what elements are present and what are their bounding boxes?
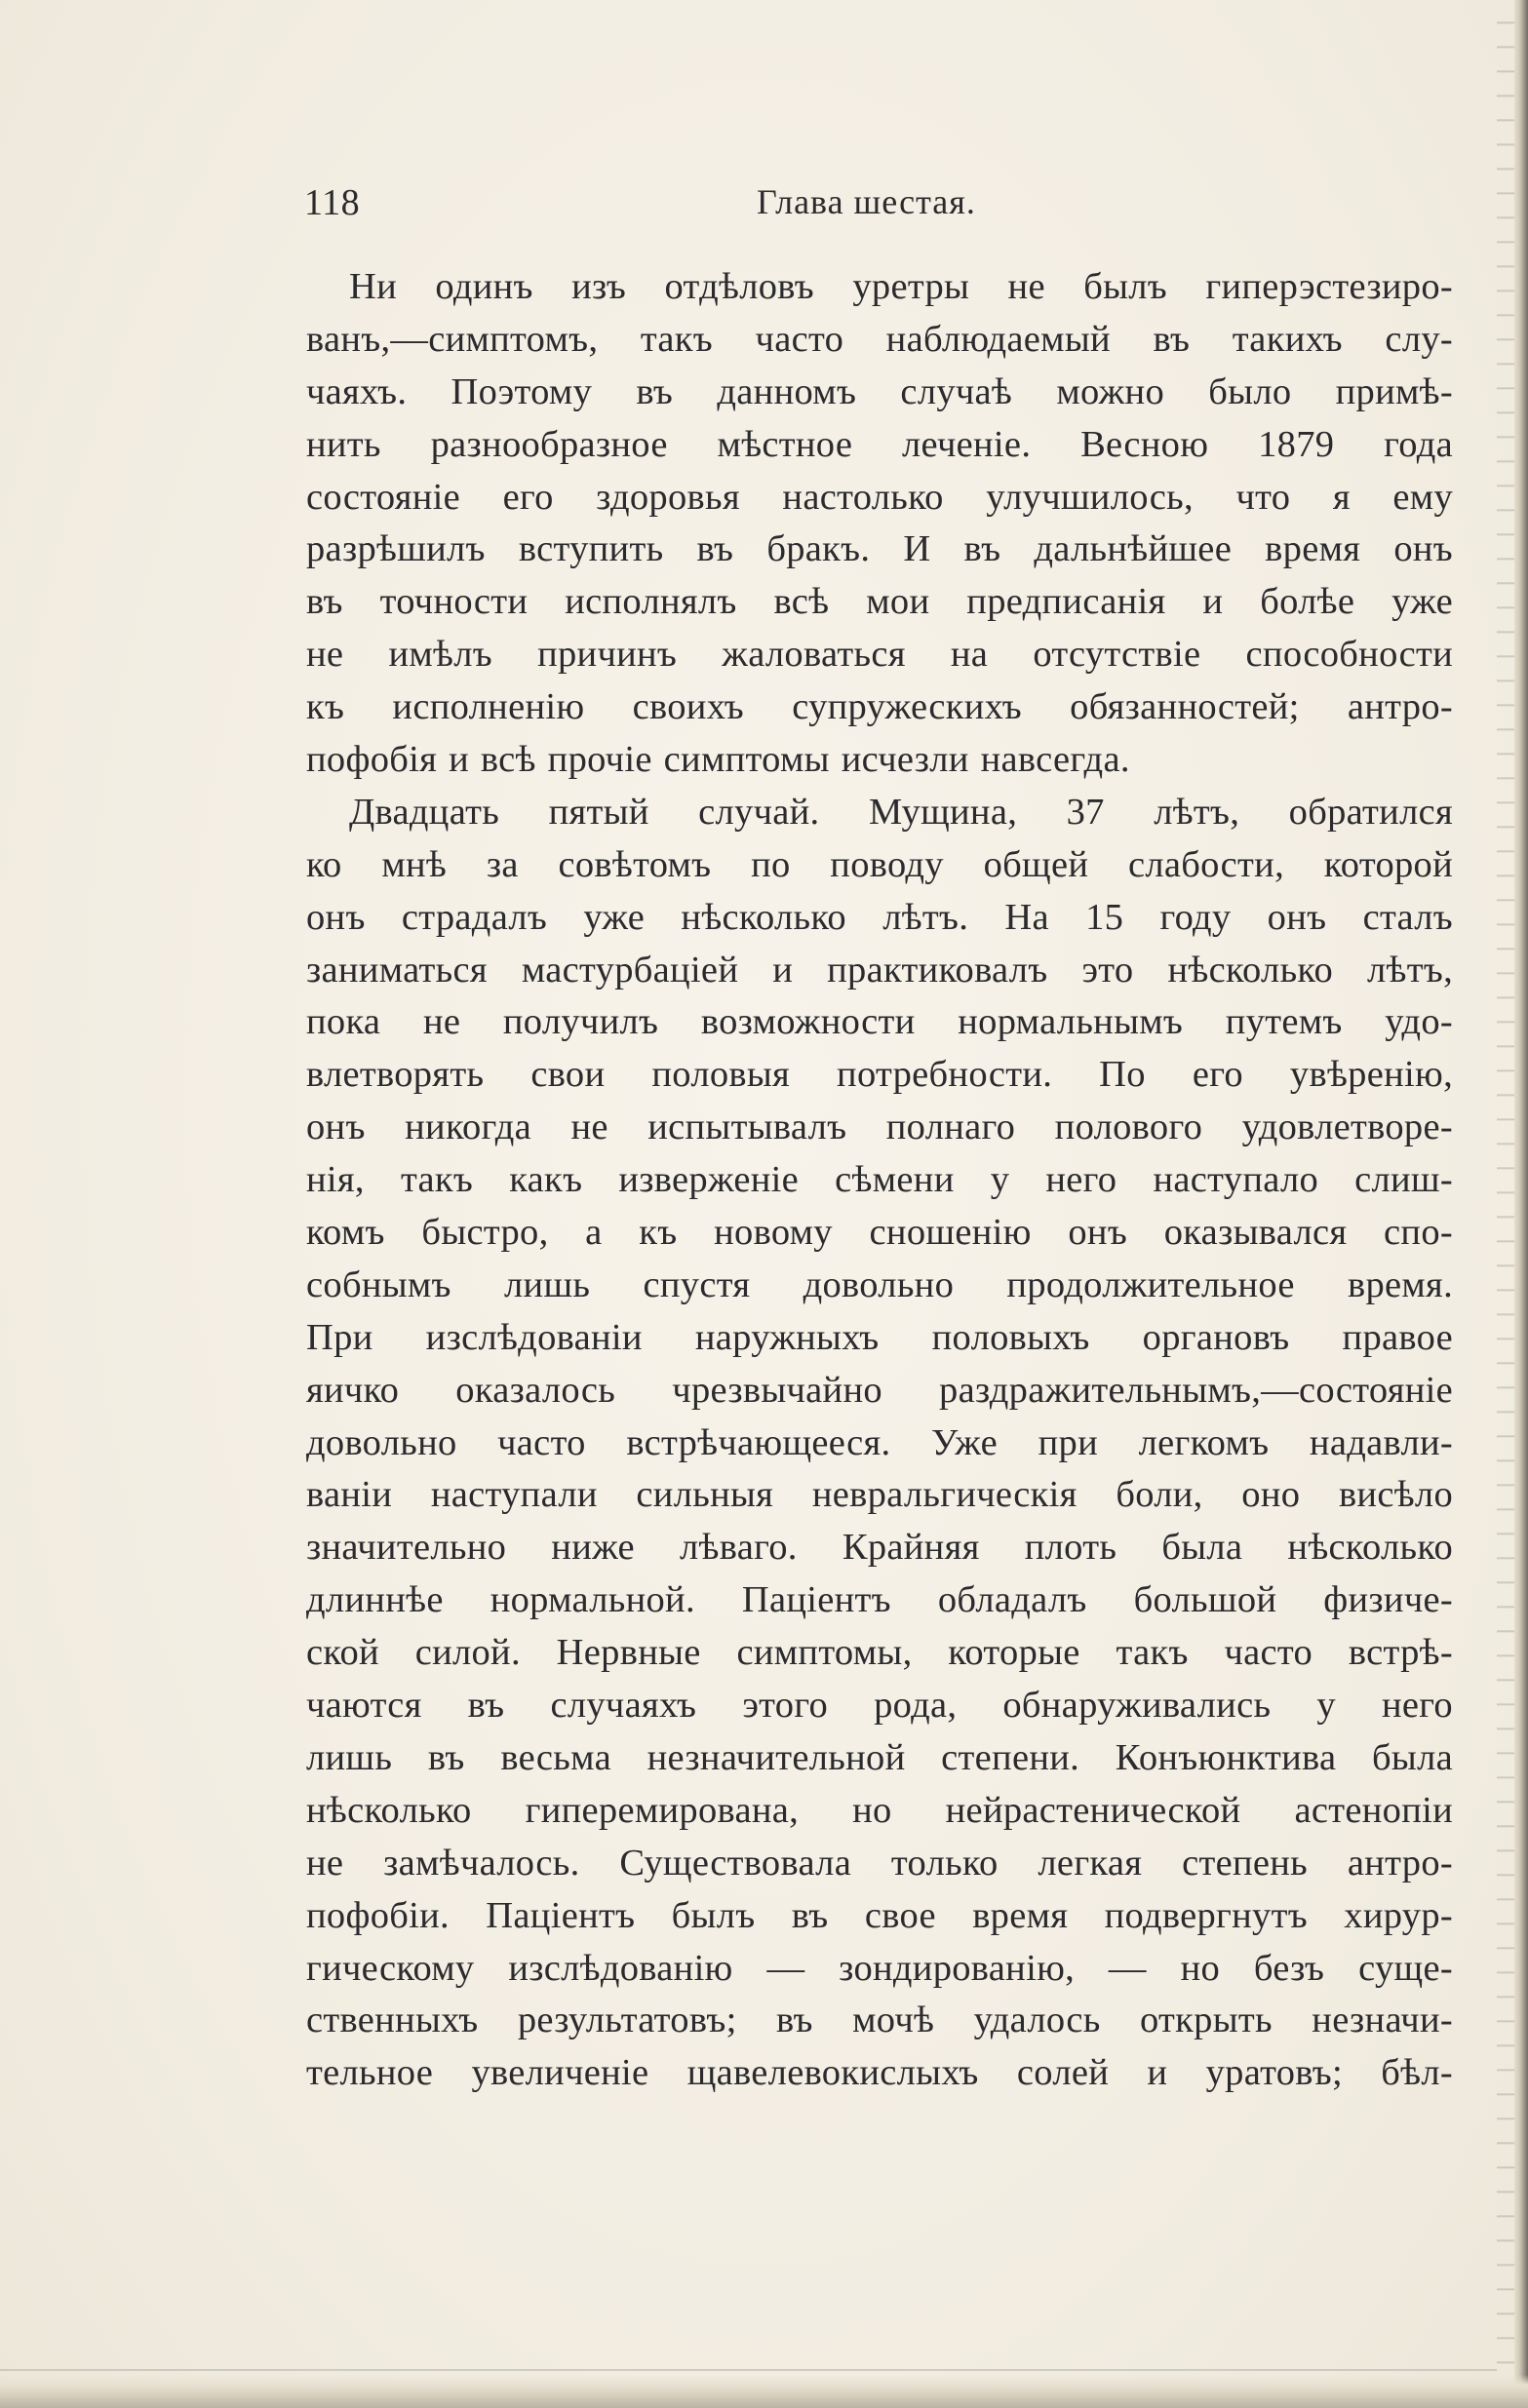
text-line: заниматься мастурбаціей и практиковалъ это нѣсколько лѣтъ,	[306, 949, 1453, 990]
text-line: не имѣлъ причинъ жаловаться на отсутствіе способности	[306, 634, 1453, 676]
bottom-rule	[0, 2369, 1497, 2371]
text-line: ко мнѣ за совѣтомъ по поводу общей слабости, которой	[306, 843, 1453, 885]
page-stack-edge	[1497, 0, 1514, 2408]
text-line: влетворять свои половыя потребности. По его увѣренію,	[306, 1054, 1453, 1096]
text-line: ваніи наступали сильныя невральгическія боли, оно висѣло	[306, 1474, 1453, 1516]
running-head: Глава шестая.	[757, 182, 976, 221]
text-line: нія, такъ какъ изверженіе сѣмени у него наступало слиш-	[306, 1159, 1453, 1201]
text-line: пофобіи. Паціентъ былъ въ свое время подвергнутъ хирур-	[306, 1894, 1453, 1936]
text-line: гическому изслѣдованію — зондированію, — но безъ суще-	[306, 1947, 1453, 1989]
text-line: пока не получилъ возможности нормальнымъ путемъ удо-	[306, 1001, 1453, 1043]
text-line: ственныхъ результатовъ; въ мочѣ удалось открыть незначи-	[306, 2000, 1453, 2041]
text-line: длиннѣе нормальной. Паціентъ обладалъ большой физиче-	[306, 1579, 1453, 1621]
page-header	[304, 181, 1455, 230]
text-line: чаются въ случаяхъ этого рода, обнаруживались у него	[306, 1685, 1453, 1727]
text-line: разрѣшилъ вступить въ бракъ. И въ дальнѣйшее время онъ	[306, 528, 1453, 570]
text-line: тельное увеличеніе щавелевокислыхъ солей и уратовъ; бѣл-	[306, 2052, 1453, 2094]
text-line: пофобія и всѣ прочіе симптомы исчезли навсегда.	[306, 739, 1130, 781]
text-line: значительно ниже лѣваго. Крайняя плоть была нѣсколько	[306, 1527, 1453, 1569]
text-line: Ни одинъ изъ отдѣловъ уретры не былъ гиперэстезиро-	[349, 266, 1453, 307]
text-line: къ исполненію своихъ супружескихъ обязанностей; антро-	[306, 686, 1453, 728]
text-line: Двадцать пятый случай. Мущина, 37 лѣтъ, обратился	[349, 791, 1453, 833]
text-line: ской силой. Нервные симптомы, которые такъ часто встрѣ-	[306, 1632, 1453, 1674]
text-line: нѣсколько гиперемирована, но нейрастенической астенопіи	[306, 1789, 1453, 1831]
body-text	[306, 261, 1453, 2100]
text-line: состояніе его здоровья настолько улучшилось, что я ему	[306, 476, 1453, 518]
text-line: въ точности исполнялъ всѣ мои предписанія и болѣе уже	[306, 581, 1453, 623]
text-line: собнымъ лишь спустя довольно продолжительное время.	[306, 1263, 1453, 1305]
binding-edge	[1514, 0, 1528, 2408]
text-line: нить разнообразное мѣстное леченіе. Весною 1879 года	[306, 423, 1453, 465]
page-number: 118	[304, 182, 361, 223]
text-line: При изслѣдованіи наружныхъ половыхъ органовъ правое	[306, 1316, 1453, 1358]
bottom-edge	[0, 2375, 1528, 2408]
text-line: онъ страдалъ уже нѣсколько лѣтъ. На 15 году онъ сталъ	[306, 896, 1453, 938]
text-line: чаяхъ. Поэтому въ данномъ случаѣ можно было примѣ-	[306, 370, 1453, 412]
text-line: довольно часто встрѣчающееся. Уже при легкомъ надавли-	[306, 1421, 1453, 1463]
text-line: яичко оказалось чрезвычайно раздражительнымъ,—состояніе	[306, 1369, 1453, 1411]
text-line: лишь въ весьма незначительной степени. Конъюнктива была	[306, 1736, 1453, 1778]
text-line: не замѣчалось. Существовала только легкая степень антро-	[306, 1842, 1453, 1884]
text-line: комъ быстро, а къ новому сношенію онъ оказывался спо-	[306, 1212, 1453, 1254]
text-line: ванъ,—симптомъ, такъ часто наблюдаемый въ такихъ слу-	[306, 318, 1453, 360]
text-line: онъ никогда не испытывалъ полнаго полового удовлетворе-	[306, 1107, 1453, 1148]
